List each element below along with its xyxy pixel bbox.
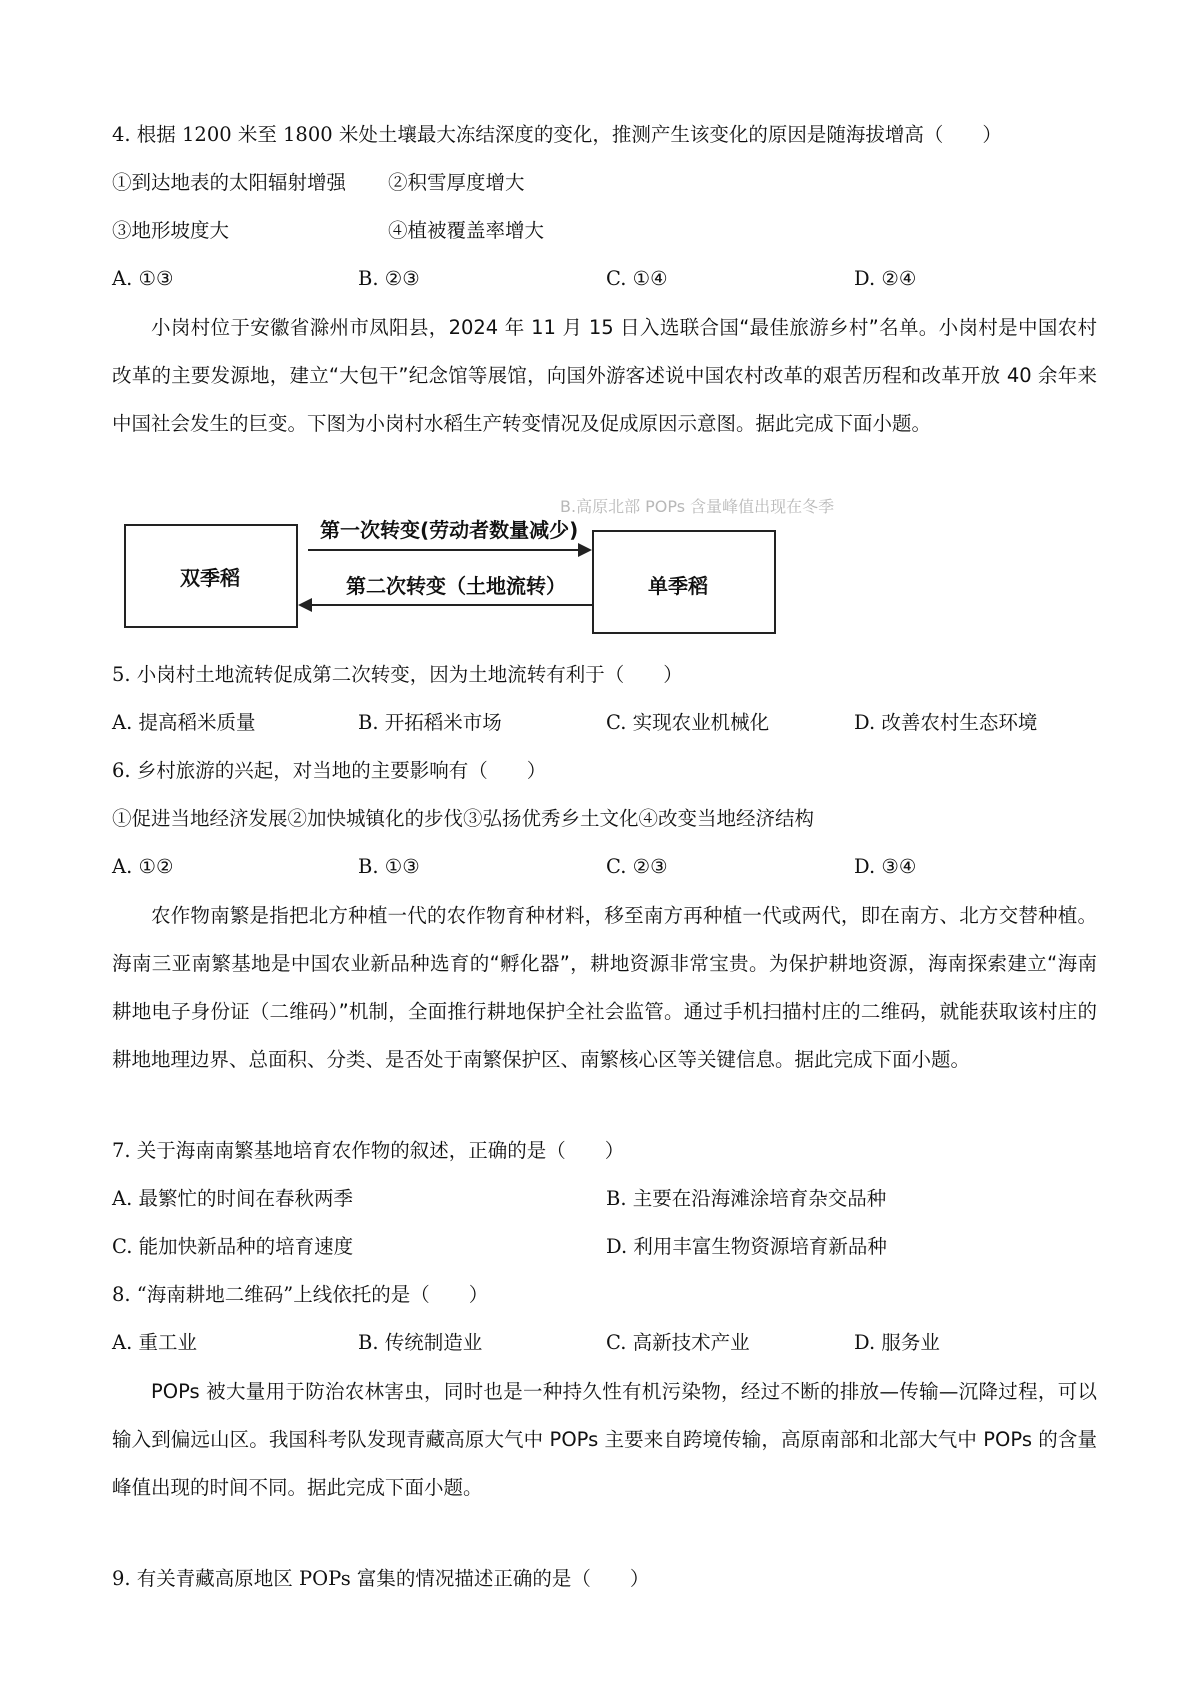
q5-stem: 5. 小岗村土地流转促成第二次转变，因为土地流转有利于（ ） [112,663,683,686]
double-season-rice-label: 双季稻 [180,566,240,590]
q5-option-b: B. 开拓稻米市场 [358,711,502,734]
single-season-rice-label: 单季稻 [648,574,708,598]
q4-stem: 4. 根据 1200 米至 1800 米处土壤最大冻结深度的变化，推测产生该变化的原因是随海拔增高（ ） [112,123,1002,146]
q8-option-d: D. 服务业 [854,1331,940,1354]
bleed-through-text: B.高原北部 POPs 含量峰值出现在冬季 [560,497,835,516]
q4-item-2: ②积雪厚度增大 [388,171,525,194]
q7-option-a: A. 最繁忙的时间在春秋两季 [112,1187,353,1210]
q5-option-c: C. 实现农业机械化 [606,711,770,734]
second-transition-arrowhead [298,598,312,612]
q6-option-d: D. ③④ [854,855,917,878]
q4-item-1: ①到达地表的太阳辐射增强 [112,171,347,194]
q6-option-b: B. ①③ [358,855,420,878]
passage-nanfan: 农作物南繁是指把北方种植一代的农作物育种材料，移至南方再种植一代或两代，即在南方、北方交替种植。海南三亚南繁基地是中国农业新品种选育的“孵化器”，耕地资源非常宝贵。为保护耕地资源，海南探索建立“海南耕地电子身份证（二维码）”机制，全面推行耕地保护全社会监管。通过手机扫描村庄的二维码，就能获取该村庄的耕地地理边界、总面积、分类、是否处于南繁保护区、南繁核心区等关键信息。据此完成下面小题。 [112,904,1097,1071]
first-transition-arrowhead [578,543,592,557]
q8-stem: 8. “海南耕地二维码”上线依托的是（ ） [112,1283,489,1306]
q7-stem: 7. 关于海南南繁基地培育农作物的叙述，正确的是（ ） [112,1139,625,1162]
q6-option-a: A. ①② [112,855,174,878]
second-transition-label: 第二次转变（土地流转） [346,574,566,598]
q8-option-b: B. 传统制造业 [358,1331,483,1354]
q4-option-a: A. ①③ [112,267,174,290]
q4-option-d: D. ②④ [854,267,917,290]
q5-option-a: A. 提高稻米质量 [112,711,256,734]
passage-xiaogang: 小岗村位于安徽省滁州市凤阳县，2024 年 11 月 15 日入选联合国“最佳旅游乡村”名单。小岗村是中国农村改革的主要发源地，建立“大包干”纪念馆等展馆，向国外游客述说中国农村改革的艰苦历程和改革开放 40 余年来中国社会发生的巨变。下图为小岗村水稻生产转变情况及促成原因示意图。据此完成下面小题。 [112,316,1097,435]
passage-pops: POPs 被大量用于防治农林害虫，同时也是一种持久性有机污染物，经过不断的排放—传输—沉降过程，可以输入到偏远山区。我国科考队发现青藏高原大气中 POPs 主要来自跨境传输，高原南部和北部大气中 POPs 的含量峰值出现的时间不同。据此完成下面小题。 [112,1380,1097,1499]
q5-option-d: D. 改善农村生态环境 [854,711,1038,734]
q6-option-c: C. ②③ [606,855,668,878]
q6-items: ①促进当地经济发展②加快城镇化的步伐③弘扬优秀乡土文化④改变当地经济结构 [112,807,815,830]
q6-stem: 6. 乡村旅游的兴起，对当地的主要影响有（ ） [112,759,547,782]
q8-option-a: A. 重工业 [112,1331,197,1354]
q4-item-3: ③地形坡度大 [112,219,230,242]
q4-item-4: ④植被覆盖率增大 [388,219,545,242]
q4-option-c: C. ①④ [606,267,668,290]
q7-option-c: C. 能加快新品种的培育速度 [112,1235,354,1258]
q7-option-b: B. 主要在沿海滩涂培育杂交品种 [606,1187,887,1210]
q9-stem: 9. 有关青藏高原地区 POPs 富集的情况描述正确的是（ ） [112,1567,650,1590]
first-transition-label: 第一次转变(劳动者数量减少) [320,518,579,542]
transition-arrows [120,490,780,640]
rice-transition-diagram [120,490,835,640]
q8-option-c: C. 高新技术产业 [606,1331,750,1354]
q4-option-b: B. ②③ [358,267,420,290]
q7-option-d: D. 利用丰富生物资源培育新品种 [606,1235,887,1258]
